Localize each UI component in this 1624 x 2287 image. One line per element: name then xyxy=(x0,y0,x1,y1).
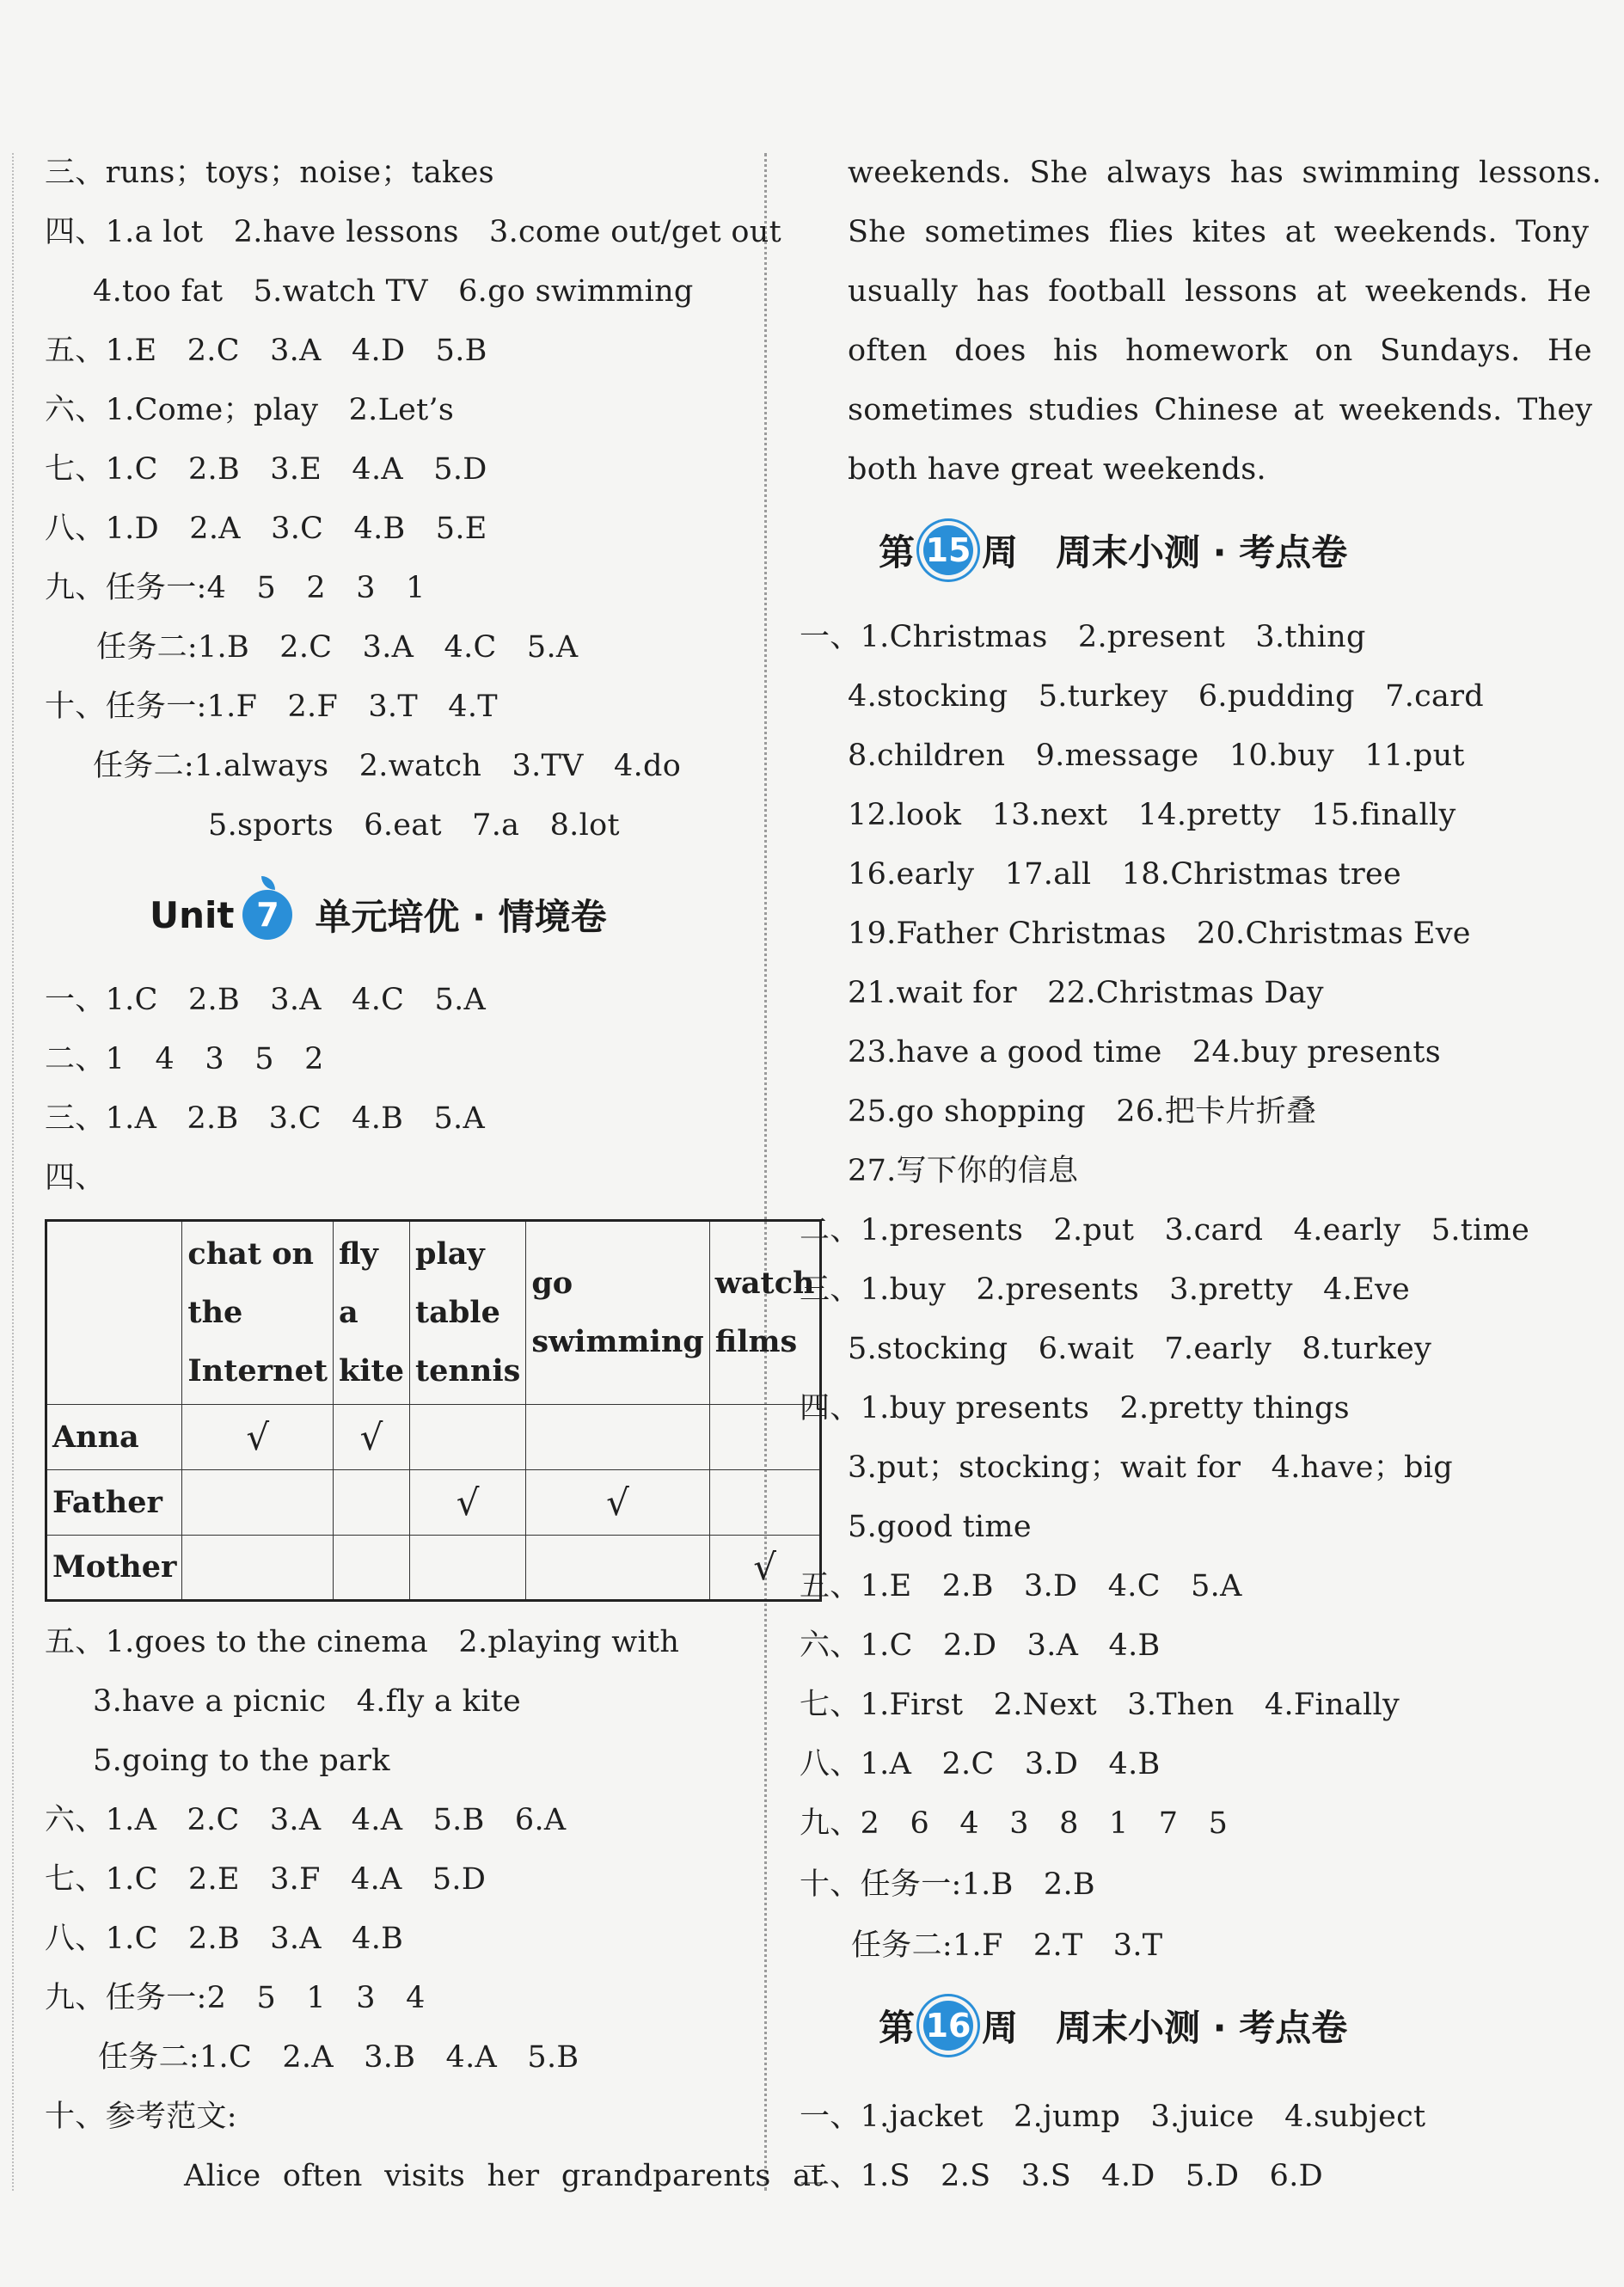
answer-line: 五、1.E 2.C 3.A 4.D 5.B xyxy=(45,334,487,368)
week16-heading xyxy=(879,2000,1347,2051)
answer-line: 五、1.goes to the cinema 2.playing with xyxy=(45,1625,680,1659)
essay-line: She sometimes flies kites at weekends. Tony xyxy=(848,215,1590,249)
answer-line: 九、任务一:4 5 2 3 1 xyxy=(45,571,426,605)
row-name: Anna xyxy=(46,1405,182,1470)
essay-line: weekends. She always has swimming lessons. xyxy=(848,156,1602,190)
answer-line: 任务二:1.B 2.C 3.A 4.C 5.A xyxy=(96,630,579,665)
answer-line: 三、1.buy 2.presents 3.pretty 4.Eve xyxy=(800,1272,1411,1307)
answer-line: 任务二:1.F 2.T 3.T xyxy=(851,1928,1163,1963)
answer-line: 任务二:1.always 2.watch 3.TV 4.do xyxy=(93,749,682,783)
essay-line: sometimes studies Chinese at weekends. They xyxy=(848,393,1593,427)
week-title: 周末小测 · 考点卷 xyxy=(1056,531,1348,573)
answer-line: 5.good time xyxy=(848,1510,1032,1544)
answer-line: 19.Father Christmas 20.Christmas Eve xyxy=(848,917,1471,951)
answer-line: 任务二:1.C 2.A 3.B 4.A 5.B xyxy=(98,2040,579,2075)
check-mark: √ xyxy=(182,1405,334,1470)
check-mark xyxy=(709,1470,821,1536)
table-header-cell xyxy=(526,1221,709,1405)
header-text: table xyxy=(414,1295,500,1330)
leaf-icon xyxy=(261,876,275,890)
week-number: 15 xyxy=(925,531,971,569)
header-text: watch xyxy=(714,1266,815,1301)
header-text: kite xyxy=(339,1353,404,1389)
check-mark xyxy=(334,1470,410,1536)
answer-line: 四、 xyxy=(45,1161,106,1195)
answer-line: 三、1.A 2.B 3.C 4.B 5.A xyxy=(45,1101,486,1136)
answer-line: 25.go shopping 26.把卡片折叠 xyxy=(848,1094,1317,1129)
week-prefix: 第 xyxy=(879,2007,916,2049)
answer-line: 二、1.S 2.S 3.S 4.D 5.D 6.D xyxy=(800,2159,1323,2193)
essay-line: Alice often visits her grandparents at xyxy=(184,2159,824,2193)
unit-heading-prefix: Unit xyxy=(150,893,235,936)
table-header-row xyxy=(46,1221,821,1405)
activity-table xyxy=(45,1219,822,1602)
check-mark xyxy=(182,1470,334,1536)
answer-line: 三、runs；toys；noise；takes xyxy=(45,156,494,190)
check-mark: √ xyxy=(526,1470,709,1536)
answer-line: 二、1.presents 2.put 3.card 4.early 5.time xyxy=(800,1213,1530,1248)
answer-line: 四、1.buy presents 2.pretty things xyxy=(800,1391,1350,1426)
answer-line: 27.写下你的信息 xyxy=(848,1154,1079,1188)
row-name: Father xyxy=(46,1470,182,1536)
answer-line: 八、1.A 2.C 3.D 4.B xyxy=(800,1747,1161,1781)
header-text: chat on xyxy=(187,1236,315,1272)
answer-line: 七、1.C 2.E 3.F 4.A 5.D xyxy=(45,1862,487,1897)
column-divider xyxy=(764,153,767,2191)
header-text: the xyxy=(187,1295,243,1330)
week-title: 周末小测 · 考点卷 xyxy=(1056,2007,1348,2049)
essay-line: both have great weekends. xyxy=(848,452,1266,487)
essay-line: usually has football lessons at weekends. He xyxy=(848,274,1592,309)
answer-line: 二、1 4 3 5 2 xyxy=(45,1042,324,1076)
check-mark: √ xyxy=(709,1536,821,1601)
answer-line: 5.going to the park xyxy=(93,1744,390,1778)
answer-line: 3.have a picnic 4.fly a kite xyxy=(93,1684,521,1719)
header-text: go xyxy=(531,1266,573,1301)
answer-line: 3.put；stocking；wait for 4.have；big xyxy=(848,1450,1453,1485)
check-mark xyxy=(526,1405,709,1470)
answer-line: 一、1.Christmas 2.present 3.thing xyxy=(800,620,1366,654)
row-name: Mother xyxy=(46,1536,182,1601)
answer-line: 九、任务一:2 5 1 3 4 xyxy=(45,1981,426,2015)
week-suffix: 周 xyxy=(982,2007,1019,2049)
answer-line: 4.stocking 5.turkey 6.pudding 7.card xyxy=(848,679,1484,714)
header-text: a xyxy=(339,1295,359,1330)
header-text: play xyxy=(414,1236,485,1272)
unit-heading-title: 单元培优 · 情境卷 xyxy=(315,896,607,938)
check-mark xyxy=(526,1536,709,1601)
header-text: Internet xyxy=(187,1353,328,1389)
answer-line: 5.stocking 6.wait 7.early 8.turkey xyxy=(848,1332,1432,1366)
answer-line: 十、参考范文: xyxy=(45,2100,237,2134)
answer-line: 七、1.C 2.B 3.E 4.A 5.D xyxy=(45,452,487,487)
week-number-badge xyxy=(923,525,973,575)
table-row xyxy=(46,1470,821,1536)
table-header-cell xyxy=(409,1221,525,1405)
answer-line: 23.have a good time 24.buy presents xyxy=(848,1035,1442,1070)
answer-line: 九、2 6 4 3 8 1 7 5 xyxy=(800,1806,1229,1841)
table-row xyxy=(46,1405,821,1470)
answer-line: 12.look 13.next 14.pretty 15.finally xyxy=(848,798,1456,832)
essay-line: often does his homework on Sundays. He xyxy=(848,334,1592,368)
check-mark xyxy=(334,1536,410,1601)
answer-line: 六、1.Come；play 2.Let’s xyxy=(45,393,455,427)
week15-heading xyxy=(879,524,1347,576)
check-mark: √ xyxy=(409,1470,525,1536)
check-mark xyxy=(182,1536,334,1601)
answer-line: 六、1.A 2.C 3.A 4.A 5.B 6.A xyxy=(45,1803,567,1837)
answer-line: 21.wait for 22.Christmas Day xyxy=(848,976,1324,1010)
answer-line: 5.sports 6.eat 7.a 8.lot xyxy=(208,808,620,843)
answer-line: 16.early 17.all 18.Christmas tree xyxy=(848,857,1402,892)
answer-line: 八、1.C 2.B 3.A 4.B xyxy=(45,1922,404,1956)
header-text: tennis xyxy=(414,1353,521,1389)
header-text: films xyxy=(714,1324,798,1359)
unit-number-badge xyxy=(242,890,292,940)
check-mark: √ xyxy=(334,1405,410,1470)
header-text: fly xyxy=(339,1236,378,1272)
check-mark xyxy=(409,1405,525,1470)
left-margin-rule xyxy=(12,153,14,2191)
table-header-cell xyxy=(182,1221,334,1405)
unit-number: 7 xyxy=(256,896,279,934)
answer-line: 八、1.D 2.A 3.C 4.B 5.E xyxy=(45,512,487,546)
answer-line: 四、1.a lot 2.have lessons 3.come out/get out xyxy=(45,215,781,249)
table-corner-cell xyxy=(46,1221,182,1405)
answer-line: 8.children 9.message 10.buy 11.put xyxy=(848,739,1465,773)
header-text: swimming xyxy=(531,1324,704,1359)
answer-line: 七、1.First 2.Next 3.Then 4.Finally xyxy=(800,1688,1400,1722)
week-number: 16 xyxy=(925,2007,971,2045)
week-suffix: 周 xyxy=(982,531,1019,573)
answer-line: 五、1.E 2.B 3.D 4.C 5.A xyxy=(800,1569,1242,1603)
week-number-badge xyxy=(923,2001,973,2051)
table-row xyxy=(46,1536,821,1601)
week-prefix: 第 xyxy=(879,531,916,573)
answer-line: 一、1.jacket 2.jump 3.juice 4.subject xyxy=(800,2100,1426,2134)
answer-line: 4.too fat 5.watch TV 6.go swimming xyxy=(93,274,694,309)
check-mark xyxy=(409,1536,525,1601)
unit-heading xyxy=(150,889,607,941)
answer-line: 十、任务一:1.F 2.F 3.T 4.T xyxy=(45,690,498,724)
table-header-cell xyxy=(334,1221,410,1405)
answer-line: 十、任务一:1.B 2.B xyxy=(800,1867,1095,1902)
answer-line: 一、1.C 2.B 3.A 4.C 5.A xyxy=(45,983,487,1017)
answer-line: 六、1.C 2.D 3.A 4.B xyxy=(800,1628,1161,1663)
